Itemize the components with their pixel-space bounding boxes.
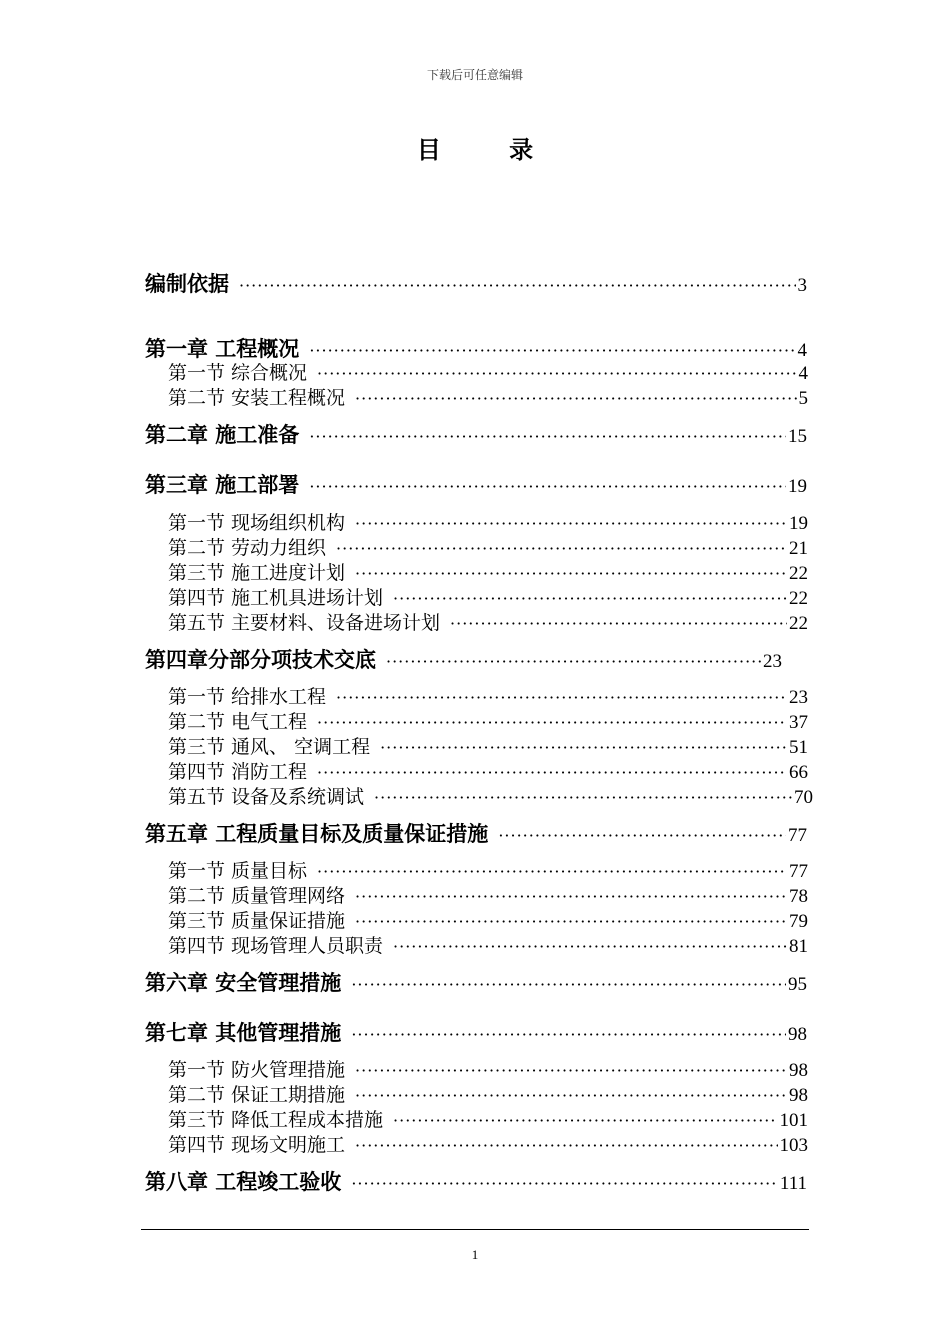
toc-entry-page: 37	[789, 712, 808, 733]
toc-entry[interactable]	[168, 931, 808, 958]
toc-entry[interactable]	[168, 881, 808, 908]
toc-entry-page: 51	[789, 737, 808, 758]
toc-entry[interactable]	[145, 818, 807, 848]
toc-entry[interactable]	[168, 782, 813, 809]
toc-entry-label: 第二节 电气工程	[168, 711, 308, 733]
toc-leader-dots	[393, 937, 787, 956]
toc-leader-dots	[355, 1086, 787, 1105]
toc-entry[interactable]	[168, 508, 808, 535]
toc-leader-dots	[351, 1174, 778, 1193]
toc-entry-page: 66	[789, 762, 808, 783]
toc-entry-page: 23	[763, 651, 782, 672]
toc-entry-label: 第一节 质量目标	[168, 860, 308, 882]
toc-entry-label: 编制依据	[145, 272, 229, 296]
page-title: 目 录	[416, 136, 564, 164]
toc-entry[interactable]	[168, 583, 808, 610]
toc-leader-dots	[380, 738, 787, 757]
toc-entry[interactable]	[168, 383, 808, 410]
toc-entry-label: 第四节 消防工程	[168, 761, 308, 783]
toc-entry[interactable]	[168, 1080, 808, 1107]
toc-entry-label: 第五章 工程质量目标及质量保证措施	[145, 822, 489, 846]
toc-entry-label: 第三节 施工进度计划	[168, 562, 346, 584]
toc-entry-label: 第一节 综合概况	[168, 362, 308, 384]
toc-entry-page: 19	[789, 513, 808, 534]
toc-entry-label: 第二节 保证工期措施	[168, 1084, 346, 1106]
toc-entry[interactable]	[168, 533, 808, 560]
toc-leader-dots	[393, 589, 787, 608]
toc-entry[interactable]	[168, 608, 808, 635]
toc-entry-label: 第二章 施工准备	[145, 423, 300, 447]
toc-entry-page: 77	[789, 861, 808, 882]
toc-leader-dots	[309, 477, 786, 496]
toc-leader-dots	[355, 912, 787, 931]
toc-entry-label: 第六章 安全管理措施	[145, 971, 342, 995]
toc-entry-label: 第五节 主要材料、设备进场计划	[168, 612, 441, 634]
toc-leader-dots	[355, 1061, 787, 1080]
toc-leader-dots	[317, 763, 787, 782]
toc-entry[interactable]	[168, 732, 808, 759]
toc-entry-label: 第四章分部分项技术交底	[145, 648, 376, 672]
header-note: 下载后可任意编辑	[426, 68, 523, 82]
toc-leader-dots	[317, 364, 796, 383]
toc-entry[interactable]	[168, 856, 808, 883]
toc-entry-label: 第四节 现场文明施工	[168, 1134, 346, 1156]
toc-entry[interactable]	[145, 1166, 807, 1196]
toc-entry-page: 3	[797, 275, 807, 296]
toc-leader-dots	[355, 389, 796, 408]
toc-leader-dots	[386, 652, 761, 671]
toc-entry-page: 22	[789, 613, 808, 634]
toc-entry[interactable]	[168, 558, 808, 585]
toc-entry-page: 98	[789, 1060, 808, 1081]
toc-entry-page: 103	[779, 1135, 808, 1156]
toc-entry-label: 第一节 现场组织机构	[168, 512, 346, 534]
toc-entry-label: 第三节 降低工程成本措施	[168, 1109, 384, 1131]
toc-entry[interactable]	[168, 358, 808, 385]
toc-entry-page: 5	[798, 388, 808, 409]
toc-entry-page: 4	[797, 340, 807, 361]
toc-entry-label: 第三节 通风、 空调工程	[168, 736, 371, 758]
toc-entry-page: 98	[789, 1085, 808, 1106]
toc-entry-page: 81	[789, 936, 808, 957]
toc-leader-dots	[393, 1111, 777, 1130]
toc-entry-page: 22	[789, 563, 808, 584]
toc-entry[interactable]	[168, 1055, 808, 1082]
toc-entry-label: 第四节 施工机具进场计划	[168, 587, 384, 609]
toc-entry-page: 21	[789, 538, 808, 559]
toc-entry[interactable]	[145, 967, 807, 997]
toc-entry-label: 第七章 其他管理措施	[145, 1021, 342, 1045]
toc-leader-dots	[355, 514, 787, 533]
toc-entry-label: 第二节 质量管理网络	[168, 885, 346, 907]
toc-leader-dots	[351, 1025, 786, 1044]
toc-entry-page: 77	[788, 825, 807, 846]
toc-entry-label: 第二节 劳动力组织	[168, 537, 327, 559]
toc-entry[interactable]	[145, 469, 807, 499]
toc-entry-page: 98	[788, 1024, 807, 1045]
toc-entry[interactable]	[168, 1130, 808, 1157]
page-number: 1	[471, 1247, 479, 1262]
toc-entry-label: 第五节 设备及系统调试	[168, 786, 365, 808]
toc-leader-dots	[239, 276, 796, 295]
toc-entry-label: 第一章 工程概况	[145, 337, 300, 361]
toc-leader-dots	[374, 788, 792, 807]
toc-entry-label: 第四节 现场管理人员职责	[168, 935, 384, 957]
toc-entry-label: 第三节 质量保证措施	[168, 910, 346, 932]
toc-leader-dots	[317, 862, 787, 881]
toc-leader-dots	[498, 826, 786, 845]
toc-leader-dots	[336, 688, 787, 707]
toc-leader-dots	[355, 564, 787, 583]
toc-entry-label: 第八章 工程竣工验收	[145, 1170, 342, 1194]
footer-divider	[141, 1229, 809, 1230]
toc-leader-dots	[450, 614, 787, 633]
toc-entry-page: 23	[789, 687, 808, 708]
toc-entry[interactable]	[145, 1017, 807, 1047]
toc-entry-label: 第二节 安装工程概况	[168, 387, 346, 409]
toc-entry-page: 79	[789, 911, 808, 932]
toc-entry[interactable]	[168, 906, 808, 933]
toc-leader-dots	[309, 427, 786, 446]
toc-leader-dots	[355, 1136, 777, 1155]
toc-leader-dots	[355, 887, 787, 906]
toc-leader-dots	[336, 539, 787, 558]
toc-entry[interactable]	[168, 707, 808, 734]
toc-entry[interactable]	[168, 1105, 808, 1132]
toc-entry-page: 95	[788, 974, 807, 995]
toc-entry-label: 第一节 防火管理措施	[168, 1059, 346, 1081]
toc-entry-page: 22	[789, 588, 808, 609]
toc-entry-page: 15	[788, 426, 807, 447]
toc-entry-page: 70	[794, 787, 813, 808]
toc-entry-page: 111	[779, 1173, 807, 1194]
toc-entry[interactable]	[145, 644, 782, 674]
toc-entry-page: 4	[798, 363, 808, 384]
toc-entry-label: 第三章 施工部署	[145, 473, 300, 497]
toc-entry[interactable]	[168, 682, 808, 709]
toc-entry-label: 第一节 给排水工程	[168, 686, 327, 708]
toc-leader-dots	[351, 975, 786, 994]
toc-entry[interactable]	[168, 757, 808, 784]
toc-leader-dots	[317, 713, 787, 732]
toc-entry-page: 101	[779, 1110, 808, 1131]
toc-entry-page: 78	[789, 886, 808, 907]
toc-entry[interactable]	[145, 419, 807, 449]
toc-entry-page: 19	[788, 476, 807, 497]
toc-entry[interactable]	[145, 268, 807, 298]
